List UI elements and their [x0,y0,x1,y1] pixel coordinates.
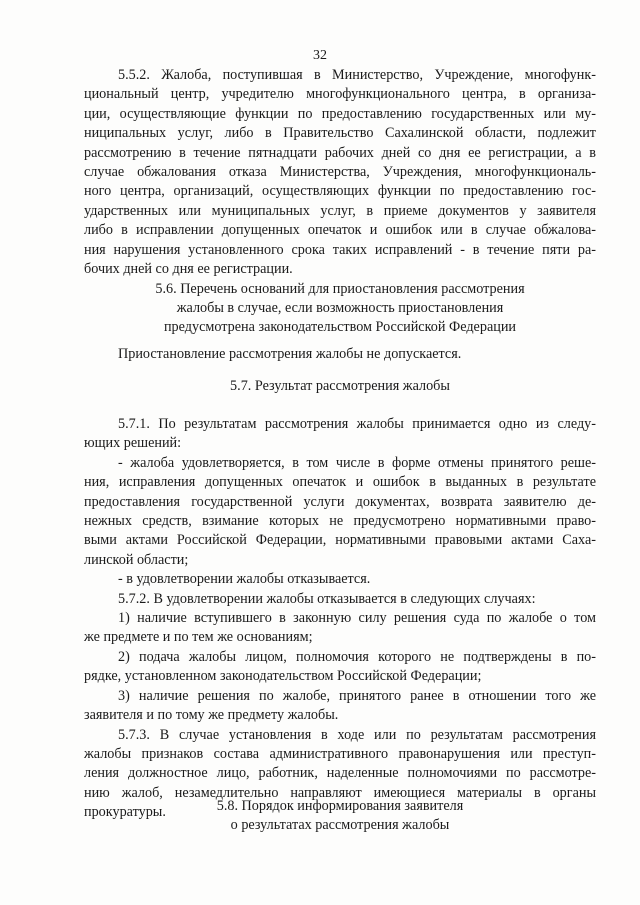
text-line: 1) наличие вступившего в законную силу решения суда по жалобе о том [118,610,596,627]
section-heading-5-8 [84,797,596,835]
text-line: ного центра, организаций, осуществляющих функции по предоставлению гос- [84,183,596,200]
heading-line: жалобы в случае, если возможность приостановления [176,300,504,317]
text-line: 5.7.3. В случае установления в ходе или по результатам рассмотрения [118,726,596,743]
text-line: же предмете и по тем же основаниям; [84,629,313,646]
text-line: ния, исправления допущенных опечаток и ошибок в выданных в результате [84,474,596,491]
text-line: - в удовлетворении жалобы отказывается. [118,571,371,588]
text-line: ниципальных услуг, либо в Правительство Сахалинской области, подлежит [84,125,596,142]
text-line: Приостановление рассмотрения жалобы не допускается. [118,346,462,362]
text-line: жалобы признаков состава административного правонарушения или преступ- [84,745,596,762]
section-heading-5-7 [84,377,596,396]
text-line: циональный центр, учредителю многофункционального центра, в организа- [84,86,596,103]
text-line: нию жалоб, незамедлительно направляют имеющиеся материалы в органы [84,784,596,801]
text-line: 5.7.1. По результатам рассмотрения жалобы принимается одно из следу- [118,416,596,432]
text-line: 5.7.2. В удовлетворении жалобы отказывается в следующих случаях: [118,590,536,607]
paragraph-5-7 [84,415,596,823]
heading-line: 5.8. Порядок информирования заявителя [216,798,464,814]
text-line: ющих решений: [84,435,182,452]
text-line: - жалоба удовлетворяется, в том числе в форме отмены принятого реше- [118,454,596,471]
text-line: заявителя и по тому же предмету жалобы. [84,707,339,724]
text-line: прокуратуры. [84,804,166,821]
text-line: нежных средств, взимание которых не предусмотрено нормативными право- [84,513,596,530]
text-line: предоставления государственной услуги документах, возврата заявителю де- [84,493,596,510]
heading-line: о результатах рассмотрения жалобы [230,817,450,834]
text-line: 3) наличие решения по жалобе, принятого ранее в отношении того же [118,687,596,704]
section-heading-5-6 [84,280,596,338]
text-line: ния нарушения установленного срока таких исправлений - в течение пяти ра- [84,241,596,258]
heading-line: 5.6. Перечень оснований для приостановления рассмотрения [155,281,525,297]
text-line: случае обжалования отказа Министерства, Учреждения, многофункциональ- [84,164,596,181]
heading-line: 5.7. Результат рассмотрения жалобы [230,378,450,394]
text-line: ции, осуществляющие функции по предоставлению государственных или му- [84,105,596,122]
text-line: выми актами Российской Федерации, нормативными правовыми актами Саха- [84,532,596,549]
paragraph-5-6 [84,345,596,364]
text-line: 5.5.2. Жалоба, поступившая в Министерство, Учреждение, многофунк- [118,67,596,83]
heading-line: предусмотрена законодательством Российской Федерации [163,319,517,336]
text-line: бочих дней со дня ее регистрации. [84,261,293,278]
text-line: рядке, установленном законодательством Российской Федерации; [84,668,482,685]
text-line: рассмотрению в течение пятнадцати рабочих дней со дня ее регистрации, а в [84,144,596,161]
text-line: линской области; [84,551,189,568]
text-line: либо в исправлении допущенных опечаток и ошибок или в случае обжалова- [84,222,596,239]
text-line: ления должностное лицо, работник, наделенные полномочиями по рассмотре- [84,765,596,782]
text-line: ударственных или муниципальных услуг, в приеме документов у заявителя [84,202,596,219]
text-line: 2) подача жалобы лицом, полномочия которого не подтверждены в по- [118,648,596,665]
page-number: 32 [313,48,327,63]
paragraph-5-5-2 [84,66,596,279]
